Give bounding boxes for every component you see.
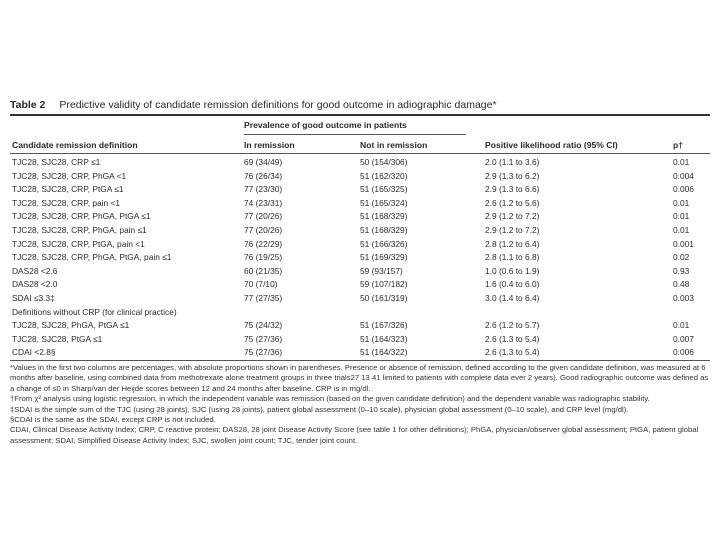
cell-p: 0.01 <box>673 211 690 222</box>
cell-not-in-remission: 51 (169/329) <box>360 252 408 263</box>
cell-in-remission: 77 (27/35) <box>244 293 283 303</box>
cell-plr: 1.6 (0.4 to 6.0) <box>485 279 540 290</box>
table-row <box>10 346 710 358</box>
cell-not-in-remission: 51 (168/329) <box>360 225 408 235</box>
cell-not-in-remission: 59 (107/182) <box>360 279 408 290</box>
cell-definition: TJC28, SJC28, CRP, PhGA, PtGA, pain ≤1 <box>12 252 172 263</box>
bottom-rule <box>10 360 710 361</box>
subheader-row <box>10 306 710 318</box>
cell-in-remission: 76 (26/34) <box>244 170 283 181</box>
table-row <box>10 170 710 182</box>
cell-not-in-remission: 50 (161/319) <box>360 293 408 303</box>
table-row <box>10 156 710 168</box>
cell-definition: TJC28, SJC28, CRP ≤1 <box>12 157 101 167</box>
cell-plr: 2.0 (1.1 to 3.6) <box>485 157 540 167</box>
cell-in-remission: 75 (24/32) <box>244 320 283 330</box>
cell-not-in-remission: 50 (154/306) <box>360 157 408 167</box>
cell-in-remission: 76 (22/29) <box>244 238 283 249</box>
cell-plr: 2.6 (1.3 to 5.4) <box>485 347 540 357</box>
cell-plr: 2.8 (1.1 to 6.8) <box>485 252 540 263</box>
subheader-text: Definitions without CRP (for clinical practice) <box>12 307 177 317</box>
cell-p: 0.93 <box>673 265 690 276</box>
cell-definition: TJC28, SJC28, CRP, PtGA, pain <1 <box>12 238 145 249</box>
table-row <box>10 238 710 250</box>
cell-in-remission: 75 (27/36) <box>244 333 283 344</box>
cell-p: 0.003 <box>673 293 694 303</box>
cell-definition: DAS28 <2.0 <box>12 279 58 290</box>
cell-plr: 2.6 (1.3 to 5.4) <box>485 333 540 344</box>
cell-p: 0.01 <box>673 225 690 235</box>
cell-in-remission: 60 (21/35) <box>244 265 283 276</box>
cell-plr: 2.6 (1.2 to 5.7) <box>485 320 540 330</box>
col-header-not-in-remission: Not in remission <box>360 140 428 150</box>
col-header-definition: Candidate remission definition <box>12 140 138 150</box>
cell-p: 0.007 <box>673 333 694 344</box>
cell-in-remission: 70 (7/10) <box>244 279 278 290</box>
cell-not-in-remission: 51 (167/326) <box>360 320 408 330</box>
cell-p: 0.004 <box>673 170 694 181</box>
cell-not-in-remission: 51 (164/323) <box>360 333 408 344</box>
cell-not-in-remission: 59 (93/157) <box>360 265 403 276</box>
cell-not-in-remission: 51 (162/320) <box>360 170 408 181</box>
cell-in-remission: 77 (23/30) <box>244 184 283 195</box>
table-row <box>10 319 710 331</box>
table-row <box>10 251 710 263</box>
cell-plr: 2.9 (1.3 to 6.2) <box>485 170 540 181</box>
cell-p: 0.01 <box>673 197 690 208</box>
header-rule <box>10 153 710 154</box>
cell-p: 0.001 <box>673 238 694 249</box>
table-row <box>10 224 710 236</box>
cell-p: 0.006 <box>673 184 694 195</box>
cell-plr: 1.0 (0.6 to 1.9) <box>485 265 540 276</box>
table-label: Table 2 <box>10 99 46 111</box>
table-caption: Predictive validity of candidate remission definitions for good outcome in adiographic damage* <box>59 99 497 111</box>
cell-p: 0.01 <box>673 320 690 330</box>
footnote: *Values in the first two columns are percentages, with absolute proportions shown in parentheses. Presence or absence of remission, defined according to the given candidate definition, was measured at 6 months after baseline, using combined data from methotrexate alone treatment groups in three trials27 13 41 limited to patients with complete data ever 2 years). Good radiographic outcome was defined as a change of ≤0 in Sharp/van der Heijde scores between 12 and 24 months after baseline. CRP is in mg/dl. <box>10 363 709 393</box>
table-row <box>10 197 710 209</box>
cell-p: 0.48 <box>673 279 690 290</box>
table-row <box>10 292 710 304</box>
cell-not-in-remission: 51 (166/326) <box>360 238 408 249</box>
col-header-plr: Positive likelihood ratio (95% CI) <box>485 140 618 150</box>
cell-definition: DAS28 <2.6 <box>12 265 58 276</box>
cell-p: 0.01 <box>673 157 690 167</box>
cell-in-remission: 69 (34/49) <box>244 157 283 167</box>
cell-plr: 2.9 (1.2 to 7.2) <box>485 225 540 235</box>
col-header-p: p† <box>673 140 684 150</box>
table-title <box>10 99 710 111</box>
cell-p: 0.02 <box>673 252 690 263</box>
cell-in-remission: 77 (20/26) <box>244 211 283 222</box>
cell-in-remission: 76 (19/25) <box>244 252 283 263</box>
table-row <box>10 210 710 222</box>
footnotes <box>10 363 710 446</box>
cell-plr: 2.8 (1.2 to 6.4) <box>485 238 540 249</box>
cell-definition: TJC28, SJC28, PtGA ≤1 <box>12 333 103 344</box>
cell-definition: TJC28, SJC28, CRP, PhGA, PtGA ≤1 <box>12 211 151 222</box>
cell-plr: 2.6 (1.2 to 5.6) <box>485 197 540 208</box>
cell-plr: 2.9 (1.3 to 6.6) <box>485 184 540 195</box>
cell-p: 0.006 <box>673 347 694 357</box>
cell-in-remission: 75 (27/36) <box>244 347 283 357</box>
cell-in-remission: 74 (23/31) <box>244 197 283 208</box>
cell-definition: TJC28, SJC28, CRP, PhGA, pain ≤1 <box>12 225 147 235</box>
table-row <box>10 278 710 290</box>
cell-not-in-remission: 51 (164/322) <box>360 347 408 357</box>
cell-definition: TJC28, SJC28, PhGA, PtGA ≤1 <box>12 320 130 330</box>
cell-not-in-remission: 51 (165/324) <box>360 197 408 208</box>
cell-not-in-remission: 51 (168/329) <box>360 211 408 222</box>
cell-definition: CDAI <2.8§ <box>12 347 56 357</box>
group-header: Prevalence of good outcome in patients <box>244 120 407 130</box>
footnote: CDAI, Clinical Disease Activity Index; CRP, C reactive protein; DAS28, 28 joint Disease Activity Score (see table 1 for other definitions); PhGA, physician/observer global assessment; PtGA, patient global assessment; SDAI, Simplified Disease Activity Index; SJC, swollen joint count; TJC, tender joint count. <box>10 425 699 445</box>
cell-plr: 2.9 (1.2 to 7.2) <box>485 211 540 222</box>
cell-not-in-remission: 51 (165/325) <box>360 184 408 195</box>
cell-definition: TJC28, SJC28, CRP, PhGA <1 <box>12 170 127 181</box>
cell-definition: SDAI ≤3.3‡ <box>12 293 55 303</box>
cell-definition: TJC28, SJC28, CRP, pain <1 <box>12 197 121 208</box>
footnote: ‡SDAI is the simple sum of the TJC (using 28 joints), SJC (using 28 joints), patient global assessment (0–10 scale), physician global assessment (0–10 scale), and CRP level (mg/dl). <box>10 404 629 414</box>
cell-definition: TJC28, SJC28, CRP, PtGA ≤1 <box>12 184 124 195</box>
table-row <box>10 183 710 195</box>
footnote: †From χ² analysis using logistic regression, in which the independent variable was remission (based on the given candidate definition) and the dependent variable was radiographic stability. <box>10 394 650 404</box>
table-row <box>10 265 710 277</box>
cell-in-remission: 77 (20/26) <box>244 225 283 235</box>
footnote: §CDAI is the same as the SDAI, except CRP is not included. <box>10 415 216 425</box>
cell-plr: 3.0 (1.4 to 6.4) <box>485 293 540 303</box>
group-header-rule <box>244 134 466 135</box>
top-rule <box>10 114 710 116</box>
table-row <box>10 333 710 345</box>
col-header-in-remission: In remission <box>244 140 295 150</box>
